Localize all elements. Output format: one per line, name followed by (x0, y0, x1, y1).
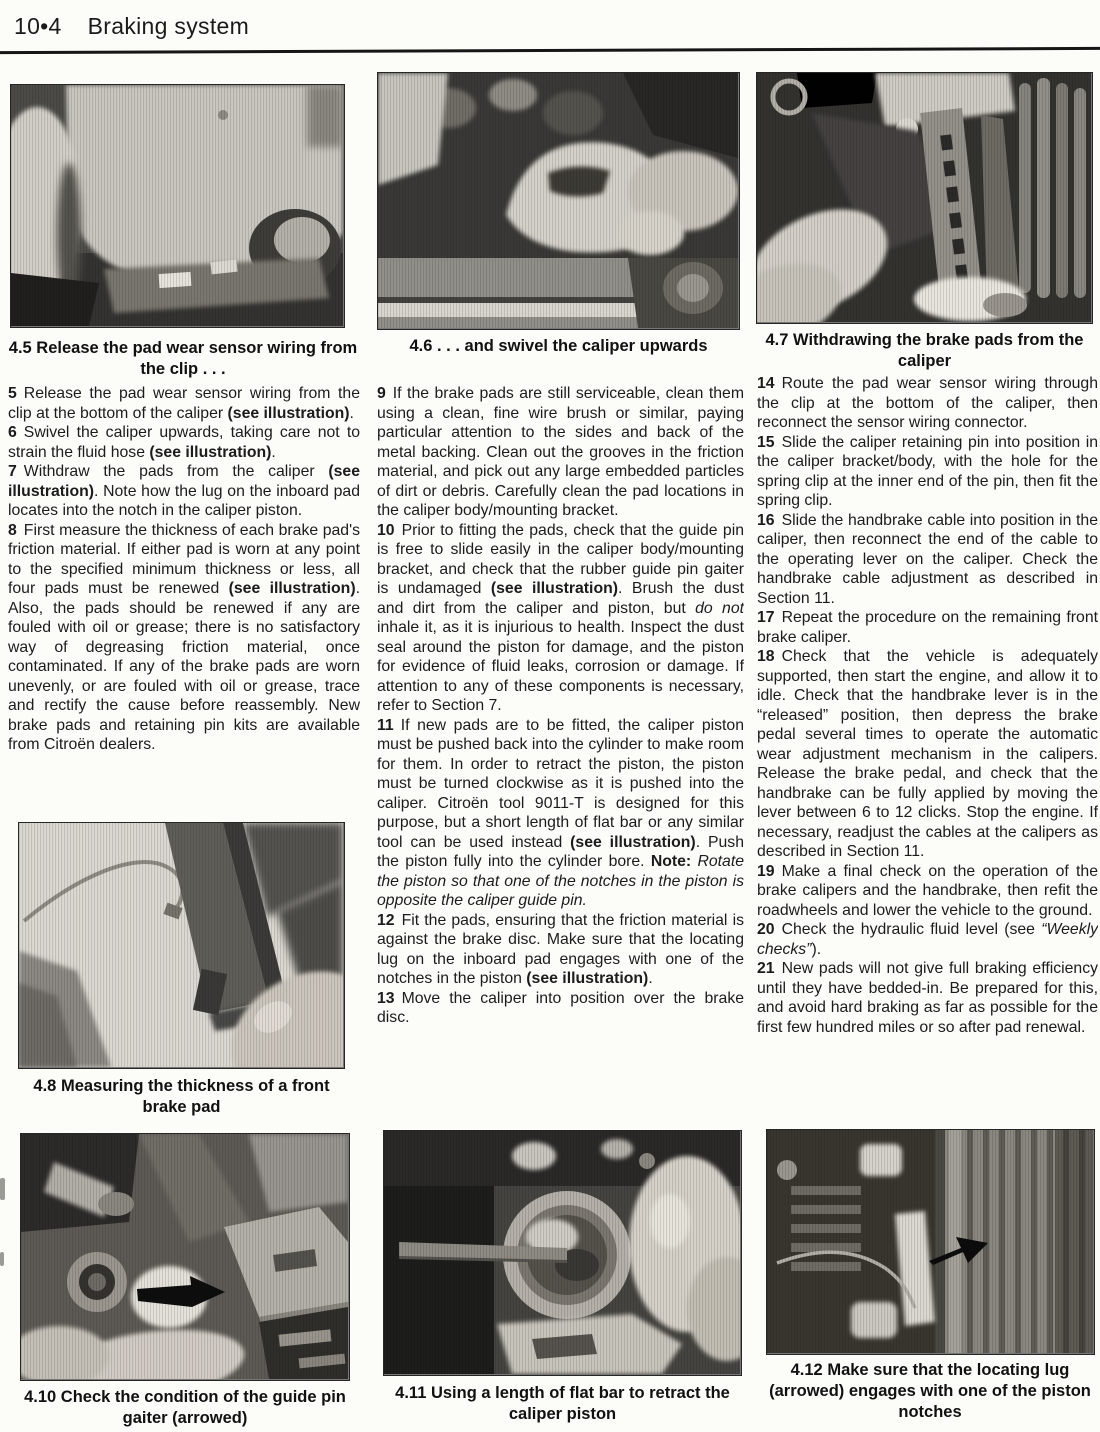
step-number: 11 (377, 716, 394, 734)
instruction-paragraph-20: 20 Check the hydraulic fluid level (see “Weekly checks”). (757, 921, 1098, 958)
step-number: 8 (8, 521, 17, 539)
column-3-text (757, 374, 1098, 1126)
column-1-text (8, 384, 360, 812)
instruction-paragraph-16: 16 Slide the handbrake cable into position in the caliper, then reconnect the end of the cable to the operating lever on the caliper. Check the handbrake cable adjustment as described in Section 11. (757, 511, 1098, 607)
page-number: 10•4 (14, 13, 62, 39)
instruction-paragraph-10: 10 Prior to fitting the pads, check that the guide pin is free to slide easily in the caliper body/mounting bracket, and check that the rubber guide pin gaiter is undamaged (see illustration). Brush the dust and dirt from the caliper and piston, but do not inhale it, as it is injurious to health. Inspect the dust seal around the piston for damage, and the piston for evidence of fluid leaks, corrosion or damage. If attention to any of these components is necessary, refer to Section 7. (377, 521, 744, 714)
photo-4-8-image (19, 823, 343, 1067)
instruction-paragraph-7: 7 Withdraw the pads from the caliper (see illustration). Note how the lug on the inboard pad locates into the notch in the caliper piston. (8, 463, 360, 519)
caption-4-5: 4.5 Release the pad wear sensor wiring from the clip . . . (8, 339, 358, 378)
instruction-paragraph-21: 21 New pads will not give full braking efficiency until they have bedded-in. Be prepared for this, and avoid hard braking as far as possible for the first few hundred miles or so after pad renewal. (757, 960, 1098, 1036)
header-rule (0, 47, 1100, 54)
photo-4-6 (377, 72, 740, 330)
instruction-paragraph-11: 11 If new pads are to be fitted, the caliper piston must be pushed back into the cylinder to make room for them. In order to retract the piston, the piston must be turned clockwise as it is pushed into the caliper. Citroën tool 9011-T is designed for this purpose, but a short length of flat bar or any similar tool can be used instead (see illustration). Push the piston fully into the cylinder bore. Note: Rotate the piston so that one of the notches in the piston is opposite the caliper guide pin. (377, 716, 744, 909)
caption-4-10: 4.10 Check the condition of the guide pin gaiter (arrowed) (24, 1388, 346, 1427)
photo-4-7 (756, 72, 1093, 324)
step-number: 17 (757, 609, 775, 626)
instruction-paragraph-5: 5 Release the pad wear sensor wiring from the clip at the bottom of the caliper (see illustration). (8, 385, 360, 422)
instruction-paragraph-9: 9 If the brake pads are still serviceable, clean them using a clean, fine wire brush or similar, paying particular attention to the sides and back of the metal backing. Clean out the grooves in the friction material, and pick out any large embedded particles of dirt or debris. Carefully clean the pad locations in the caliper body/mounting bracket. (377, 385, 744, 519)
page-header (14, 13, 249, 40)
photo-4-10 (20, 1133, 350, 1381)
scan-artifact (0, 1252, 4, 1266)
photo-4-8 (18, 822, 345, 1069)
column-2-text (377, 384, 744, 1126)
photo-4-10-image (21, 1134, 348, 1379)
step-number: 9 (377, 385, 386, 402)
photo-4-12 (766, 1129, 1095, 1355)
step-number: 12 (377, 911, 395, 929)
photo-4-11 (383, 1130, 742, 1376)
photo-4-5-image (11, 85, 343, 326)
step-number: 21 (757, 960, 775, 977)
instruction-paragraph-17: 17 Repeat the procedure on the remaining front brake caliper. (757, 609, 1098, 646)
step-number: 18 (757, 648, 775, 665)
instruction-paragraph-19: 19 Make a final check on the operation of the brake calipers and the handbrake, then refit the roadwheels and lower the vehicle to the ground. (757, 862, 1098, 919)
caption-4-11: 4.11 Using a length of flat bar to retract the caliper piston (395, 1384, 730, 1423)
step-number: 16 (757, 511, 775, 529)
step-number: 6 (8, 424, 17, 441)
step-number: 15 (757, 433, 775, 451)
step-number: 10 (377, 521, 395, 539)
scan-artifact (0, 1178, 5, 1200)
instruction-paragraph-14: 14 Route the pad wear sensor wiring through the clip at the bottom of the caliper, then reconnect the sensor wiring connector. (757, 375, 1098, 431)
caption-4-12: 4.12 Make sure that the locating lug (arrowed) engages with one of the piston notches (769, 1361, 1091, 1421)
caption-4-7: 4.7 Withdrawing the brake pads from the caliper (765, 331, 1084, 370)
instruction-paragraph-12: 12 Fit the pads, ensuring that the friction material is against the brake disc. Make sure that the locating lug on the inboard pad engages with one of the notches in the piston (see illustration). (377, 911, 744, 987)
instruction-paragraph-18: 18 Check that the vehicle is adequately supported, then start the engine, and allow it to idle. Check that the handbrake lever is in the “released” position, then depress the brake pedal several times to operate the automatic wear adjustment mechanism in the calipers. Release the brake pedal, and check that the handbrake can be fully applied by moving the lever between 6 to 12 clicks. Stop the engine. If necessary, readjust the cables at the calipers as described in Section 11. (757, 648, 1098, 860)
photo-4-11-image (384, 1131, 740, 1374)
instruction-paragraph-13: 13 Move the caliper into position over the brake disc. (377, 989, 744, 1026)
photo-4-7-image (757, 73, 1091, 322)
instruction-paragraph-6: 6 Swivel the caliper upwards, taking care not to strain the fluid hose (see illustration). (8, 424, 360, 461)
step-number: 5 (8, 385, 17, 402)
instruction-paragraph-8: 8 First measure the thickness of each brake pad's friction material. If either pad is worn at any point to the specified minimum thickness or less, all four pads must be renewed (see illustration). Also, the pads should be renewed if any are fouled with oil or grease; there is no satisfactory way of degreasing friction material, once contaminated. If any of the brake pads are worn unevenly, or are fouled with oil or grease, trace and rectify the cause before reassembly. New brake pads and retaining pin kits are available from Citroën dealers. (8, 521, 360, 753)
caption-4-8: 4.8 Measuring the thickness of a front brake pad (33, 1077, 330, 1116)
step-number: 19 (757, 862, 775, 880)
photo-4-6-image (378, 73, 738, 328)
photo-4-12-image (767, 1130, 1093, 1353)
step-number: 20 (757, 921, 775, 938)
section-title: Braking system (87, 13, 250, 39)
step-number: 7 (8, 463, 17, 480)
instruction-paragraph-15: 15 Slide the caliper retaining pin into position in the caliper bracket/body, with the hole for the spring clip at the inner end of the pin, then fit the spring clip. (757, 433, 1098, 509)
step-number: 13 (377, 989, 395, 1007)
photo-4-5 (10, 84, 345, 328)
step-number: 14 (757, 375, 775, 392)
caption-4-6: 4.6 . . . and swivel the caliper upwards (409, 337, 708, 355)
